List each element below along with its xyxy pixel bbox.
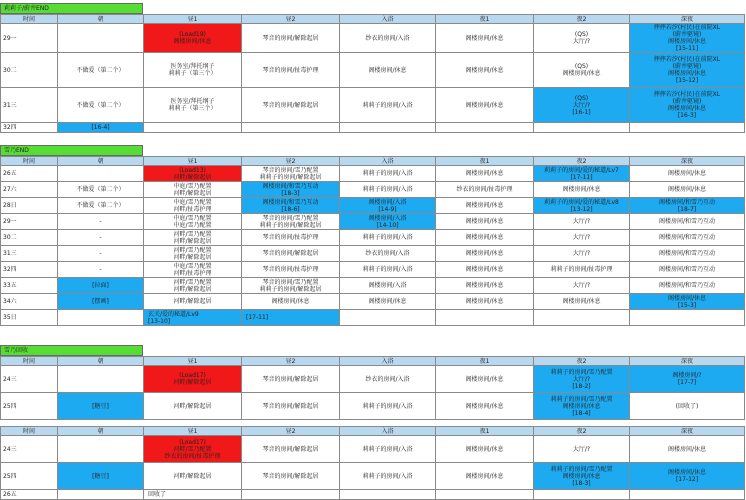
column-header-night1: 夜1	[436, 357, 534, 366]
schedule-cell-noon2[interactable]: 琴音的房间/雪乃配置 莉莉子的房间/解除起居	[242, 166, 340, 182]
schedule-cell-bath[interactable]	[340, 123, 436, 133]
schedule-cell-bath[interactable]: 莉莉子的房间/入浴	[340, 262, 436, 278]
schedule-cell-midnight[interactable]	[630, 490, 745, 500]
schedule-cell-morning[interactable]	[58, 436, 144, 463]
schedule-cell-night2[interactable]	[534, 490, 630, 500]
schedule-cell-noon2[interactable]: 琴音的房间/解除起居	[242, 463, 340, 490]
schedule-cell-noon1[interactable]: 河畔/解除起居	[144, 463, 242, 490]
schedule-cell-night1[interactable]: 阁楼房间/休息	[436, 262, 534, 278]
table-row	[1, 436, 745, 463]
schedule-cell-midnight[interactable]: 摔摔若汐(村民)在前院XL (蔚井驱镜) 阁楼房间/休息 [16-3]	[630, 88, 745, 123]
schedule-cell-night2[interactable]: (QS) 大厅/? [16-1]	[534, 88, 630, 123]
schedule-cell-noon2[interactable]: 琴音的房间/解除起居	[242, 24, 340, 53]
schedule-cell-morning[interactable]: -	[58, 230, 144, 246]
table-row	[1, 88, 745, 123]
schedule-cell-bath[interactable]: 纱衣的房间/入浴	[340, 366, 436, 393]
schedule-cell-night1[interactable]: 阁楼房间/休息	[436, 393, 534, 420]
header-row	[1, 427, 745, 436]
schedule-cell-morning[interactable]: [糖豆]	[58, 393, 144, 420]
column-header-morning: 朝	[58, 427, 144, 436]
schedule-cell-midnight[interactable]: 阁楼房间/休息	[630, 166, 745, 182]
schedule-cell-night2[interactable]: 大厅/?	[534, 436, 630, 463]
day-cell[interactable]: 24三	[1, 436, 58, 463]
schedule-cell-midnight[interactable]: 阁楼房间/和雪乃互动 [18-7]	[630, 198, 745, 214]
column-header-time: 时间	[1, 357, 58, 366]
schedule-cell-noon2[interactable]: 琴音的房间/雪乃配置 莉莉子的房间/解除起居	[242, 278, 340, 294]
table-row	[1, 182, 745, 198]
column-header-morning: 朝	[58, 157, 144, 166]
schedule-cell-bath[interactable]: 纱衣的房间/入浴	[340, 24, 436, 53]
table-row	[1, 294, 745, 310]
schedule-cell-night1[interactable]: 阁楼房间/休息	[436, 198, 534, 214]
day-cell[interactable]: 24三	[1, 366, 58, 393]
schedule-cell-bath[interactable]: 莉莉子的房间/入浴	[340, 393, 436, 420]
schedule-cell-morning[interactable]: -	[58, 262, 144, 278]
column-header-bath: 入浴	[340, 357, 436, 366]
schedule-table	[0, 426, 745, 500]
table-row	[1, 393, 745, 420]
schedule-cell-noon2[interactable]: 琴音的房间/解除起居	[242, 436, 340, 463]
schedule-cell-noon1[interactable]: 中庭/雪乃配置 河畔/解除起居	[144, 182, 242, 198]
schedule-cell-morning[interactable]: -	[58, 246, 144, 262]
schedule-table	[0, 156, 745, 326]
day-cell[interactable]: 31三	[1, 88, 58, 123]
schedule-cell-night1[interactable]: 阁楼房间/休息	[436, 246, 534, 262]
schedule-cell-night2[interactable]: 大厅/?	[534, 246, 630, 262]
schedule-cell-noon2[interactable]: 琴音的房间/解除起居	[242, 246, 340, 262]
header-row	[1, 157, 745, 166]
column-header-night2: 夜2	[534, 357, 630, 366]
schedule-cell-midnight[interactable]: 阁楼房间/和雪乃互动	[630, 230, 745, 246]
schedule-cell-midnight[interactable]: 阁楼房间/? [17-7]	[630, 366, 745, 393]
schedule-cell-bath[interactable]: 阁楼房间/休息	[340, 53, 436, 88]
table-row	[1, 262, 745, 278]
day-cell[interactable]: 25四	[1, 463, 58, 490]
schedule-cell-night1[interactable]	[436, 310, 534, 326]
table-row	[1, 166, 745, 182]
column-header-noon2: 昼2	[242, 157, 340, 166]
schedule-cell-morning[interactable]: 不做爱（第二个）	[58, 53, 144, 88]
schedule-cell-night2[interactable]	[534, 310, 630, 326]
schedule-cell-bath[interactable]	[340, 310, 436, 326]
schedule-cell-noon2[interactable]: 阁楼房间/休息	[242, 294, 340, 310]
day-cell[interactable]: 29一	[1, 24, 58, 53]
column-header-midnight: 深夜	[630, 427, 745, 436]
schedule-cell-morning[interactable]: 不做爱（第二个）	[58, 88, 144, 123]
table-row	[1, 230, 745, 246]
schedule-cell-night1[interactable]: 阁楼房间/休息	[436, 366, 534, 393]
schedule-cell-noon2[interactable]: 琴音的房间/解除起居	[242, 366, 340, 393]
schedule-cell-morning[interactable]	[58, 166, 144, 182]
schedule-cell-midnight[interactable]: 阁楼房间/休息	[630, 436, 745, 463]
schedule-cell-noon1[interactable]: 医务室/拜托纲子 莉莉子（第三个）	[144, 53, 242, 88]
schedule-cell-noon2[interactable]: 琴音的房间/解除起居	[242, 88, 340, 123]
column-header-noon1: 昼1	[144, 157, 242, 166]
column-header-night2: 夜2	[534, 427, 630, 436]
table-row	[1, 53, 745, 88]
schedule-cell-night2[interactable]: 阁楼房间/休息	[534, 182, 630, 198]
day-cell[interactable]: 29一	[1, 214, 58, 230]
section-title: 莉莉子/蔚井END	[0, 3, 143, 14]
schedule-cell-noon1[interactable]: 中庭/雪乃配置 河畔/扯毒护理	[144, 262, 242, 278]
schedule-cell-noon2[interactable]: [17-11]	[242, 310, 340, 326]
schedule-cell-noon1[interactable]: 玄关/爱的秘道/Lv9 [13-10]	[144, 310, 242, 326]
day-cell[interactable]: 25四	[1, 393, 58, 420]
schedule-cell-morning[interactable]: 不做爱（第二个）	[58, 182, 144, 198]
schedule-cell-midnight[interactable]: (回收了)	[630, 393, 745, 420]
schedule-cell-morning[interactable]: [糖豆]	[58, 463, 144, 490]
schedule-cell-noon1[interactable]: (Load19) 阁楼房间/休息	[144, 24, 242, 53]
header-row	[1, 15, 745, 24]
schedule-cell-noon2[interactable]: 阁楼房间/和雪乃互动 [18-6]	[242, 198, 340, 214]
schedule-cell-noon1[interactable]: 河畔/解除起居	[144, 294, 242, 310]
schedule-cell-midnight[interactable]: 摔摔若汐(村民)在前院XL (蔚井驱镜) 阁楼房间/休息 [15-11]	[630, 24, 745, 53]
day-cell[interactable]: 26五	[1, 166, 58, 182]
schedule-cell-bath[interactable]	[340, 490, 436, 500]
column-header-midnight: 深夜	[630, 15, 745, 24]
schedule-cell-bath[interactable]: 莉莉子的房间/入浴	[340, 230, 436, 246]
day-cell[interactable]: 32四	[1, 123, 58, 133]
table-row	[1, 310, 745, 326]
schedule-cell-bath[interactable]: 阁楼房间/入浴 [14-9]	[340, 198, 436, 214]
day-cell[interactable]: 30二	[1, 53, 58, 88]
column-header-time: 时间	[1, 427, 58, 436]
schedule-cell-night2[interactable]: 大厅/?	[534, 214, 630, 230]
schedule-cell-bath[interactable]: 莉莉子的房间/入浴	[340, 166, 436, 182]
schedule-cell-night2[interactable]: 莉莉子的房间/爱的秘道/Lv7 [17-11]	[534, 166, 630, 182]
schedule-cell-night1[interactable]: 阁楼房间/休息	[436, 436, 534, 463]
schedule-cell-night2[interactable]: 大厅/?	[534, 230, 630, 246]
day-cell[interactable]: 33五	[1, 278, 58, 294]
schedule-cell-bath[interactable]: 莉莉子的房间/入浴	[340, 182, 436, 198]
schedule-cell-noon2[interactable]: 阁楼房间/和雪乃互动 [18-3]	[242, 182, 340, 198]
column-header-morning: 朝	[58, 357, 144, 366]
schedule-cell-night1[interactable]: 纱衣的房间/扯毒护理	[436, 182, 534, 198]
schedule-cell-morning[interactable]	[58, 24, 144, 53]
column-header-noon1: 昼1	[144, 357, 242, 366]
schedule-cell-bath[interactable]: 纱衣的房间/入浴	[340, 246, 436, 262]
schedule-cell-noon1[interactable]: 河畔/雪乃配置 河畔/解除起居	[144, 278, 242, 294]
schedule-cell-morning[interactable]: -	[58, 214, 144, 230]
column-header-bath: 入浴	[340, 427, 436, 436]
schedule-cell-bath[interactable]: 莉莉子的房间/入浴	[340, 463, 436, 490]
column-header-midnight: 深夜	[630, 357, 745, 366]
column-header-noon1: 昼1	[144, 427, 242, 436]
column-header-noon2: 昼2	[242, 357, 340, 366]
schedule-cell-night1[interactable]: 阁楼房间/休息	[436, 53, 534, 88]
schedule-cell-bath[interactable]: 阁楼房间/入浴	[340, 278, 436, 294]
schedule-cell-noon2[interactable]: 琴音的房间/雪乃配置 莉莉子的房间/解除起居	[242, 214, 340, 230]
schedule-cell-noon2[interactable]: 琴音的房间/扯毒护理	[242, 53, 340, 88]
table-row	[1, 198, 745, 214]
schedule-cell-morning[interactable]	[58, 490, 144, 500]
column-header-noon1: 昼1	[144, 15, 242, 24]
column-header-midnight: 深夜	[630, 157, 745, 166]
schedule-cell-morning[interactable]	[58, 366, 144, 393]
schedule-cell-noon2[interactable]: 琴音的房间/扯毒护理	[242, 230, 340, 246]
schedule-cell-noon1[interactable]: (Load17) 河畔/解除起居	[144, 366, 242, 393]
schedule-cell-midnight[interactable]: 阁楼房间/和雪乃互动	[630, 214, 745, 230]
schedule-cell-night1[interactable]: 阁楼房间/休息	[436, 24, 534, 53]
table-row	[1, 490, 745, 500]
schedule-cell-morning[interactable]	[58, 310, 144, 326]
schedule-cell-noon1[interactable]: 回收了	[144, 490, 242, 500]
day-cell[interactable]: 28日	[1, 198, 58, 214]
column-header-noon2: 昼2	[242, 427, 340, 436]
schedule-cell-bath[interactable]: 莉莉子的房间/入浴	[340, 436, 436, 463]
schedule-cell-noon2[interactable]	[242, 490, 340, 500]
schedule-cell-midnight[interactable]: 阁楼房间/和雪乃互动	[630, 278, 745, 294]
schedule-cell-night2[interactable]: (QS) 阁楼房间/休息	[534, 53, 630, 88]
table-row	[1, 463, 745, 490]
table-row	[1, 214, 745, 230]
schedule-cell-night1[interactable]: 阁楼房间/休息	[436, 88, 534, 123]
schedule-cell-bath[interactable]: 阁楼房间/休息	[340, 294, 436, 310]
day-cell[interactable]: 34六	[1, 294, 58, 310]
schedule-cell-night2[interactable]: 莉莉子的房间/雪乃配置 阁楼房间/休息 [18-3]	[534, 463, 630, 490]
schedule-cell-noon1[interactable]	[144, 123, 242, 133]
section-title: 雪乃回收	[0, 345, 143, 356]
schedule-cell-midnight[interactable]: 阁楼房间/休息 [15-3]	[630, 294, 745, 310]
table-row	[1, 24, 745, 53]
schedule-cell-midnight[interactable]: 阁楼房间/和雪乃互动	[630, 246, 745, 262]
schedule-cell-noon2[interactable]	[242, 123, 340, 133]
column-header-time: 时间	[1, 157, 58, 166]
table-row	[1, 246, 745, 262]
column-header-bath: 入浴	[340, 15, 436, 24]
schedule-cell-night1[interactable]: 阁楼房间/休息	[436, 230, 534, 246]
schedule-cell-night1[interactable]: 阁楼房间/休息	[436, 294, 534, 310]
schedule-table	[0, 356, 745, 420]
schedule-cell-midnight[interactable]: 阁楼房间/和雪乃互动	[630, 262, 745, 278]
column-header-night2: 夜2	[534, 157, 630, 166]
column-header-bath: 入浴	[340, 157, 436, 166]
schedule-cell-noon1[interactable]: 中庭/雪乃配置 中庭/雪乃配置	[144, 214, 242, 230]
column-header-morning: 朝	[58, 15, 144, 24]
schedule-cell-night2[interactable]: 阁楼房间/休息	[534, 294, 630, 310]
day-cell[interactable]: 30二	[1, 230, 58, 246]
schedule-table	[0, 14, 745, 133]
schedule-cell-night2[interactable]: (QS) 大厅/?	[534, 24, 630, 53]
schedule-cell-noon1[interactable]: 河畔/雪乃配置 河畔/解除起居	[144, 246, 242, 262]
schedule-cell-night1[interactable]	[436, 490, 534, 500]
schedule-cell-midnight[interactable]	[630, 123, 745, 133]
schedule-cell-morning[interactable]: [摆画]	[58, 294, 144, 310]
schedule-cell-night1[interactable]	[436, 123, 534, 133]
schedule-cell-midnight[interactable]: 阁楼房间/休息 [17-12]	[630, 463, 745, 490]
schedule-cell-noon1[interactable]: 医务室/拜托纲子 莉莉子（第三个）	[144, 88, 242, 123]
section-title: 雪乃END	[0, 145, 143, 156]
day-cell[interactable]: 31三	[1, 246, 58, 262]
schedule-cell-midnight[interactable]: 阁楼房间/休息	[630, 182, 745, 198]
schedule-cell-night2[interactable]: 莉莉子的房间/雪乃配置 大厅/? [18-2]	[534, 366, 630, 393]
schedule-cell-midnight[interactable]	[630, 310, 745, 326]
schedule-cell-night1[interactable]: 阁楼房间/休息	[436, 278, 534, 294]
schedule-cell-night2[interactable]: 大厅/?	[534, 278, 630, 294]
column-header-night1: 夜1	[436, 427, 534, 436]
schedule-cell-morning[interactable]: [16-4]	[58, 123, 144, 133]
table-row	[1, 366, 745, 393]
schedule-cell-noon1[interactable]: 河畔/解除起居	[144, 393, 242, 420]
schedule-cell-noon2[interactable]: 琴音的房间/解除起居	[242, 393, 340, 420]
schedule-cell-morning[interactable]: 不做爱（第二个）	[58, 198, 144, 214]
column-header-night1: 夜1	[436, 15, 534, 24]
column-header-night2: 夜2	[534, 15, 630, 24]
column-header-time: 时间	[1, 15, 58, 24]
schedule-cell-noon1[interactable]: 中庭/雪乃配置 河畔/扯毒护理	[144, 198, 242, 214]
day-cell[interactable]: 35日	[1, 310, 58, 326]
schedule-cell-night2[interactable]: 莉莉子的房间/扯毒护理	[534, 262, 630, 278]
day-cell[interactable]: 27六	[1, 182, 58, 198]
schedule-cell-midnight[interactable]: 摔摔若汐(村民)在前院XL (蔚井驱镜) 阁楼房间/休息 [15-12]	[630, 53, 745, 88]
table-row	[1, 278, 745, 294]
schedule-cell-bath[interactable]: 阁楼房间/入浴 [14-10]	[340, 214, 436, 230]
schedule-cell-night1[interactable]: 阁楼房间/休息	[436, 214, 534, 230]
day-cell[interactable]: 26五	[1, 490, 58, 500]
schedule-cell-noon1[interactable]: (Load13) 河畔/解除起居	[144, 166, 242, 182]
header-row	[1, 357, 745, 366]
column-header-noon2: 昼2	[242, 15, 340, 24]
schedule-cell-night2[interactable]: 莉莉子的房间/雪乃配置 阁楼房间/休息 [18-4]	[534, 393, 630, 420]
table-row	[1, 123, 745, 133]
schedule-cell-night2[interactable]	[534, 123, 630, 133]
schedule-cell-bath[interactable]: 莉莉子的房间/入浴	[340, 88, 436, 123]
schedule-cell-noon1[interactable]: 河畔/雪乃配置 河畔/解除起居	[144, 230, 242, 246]
schedule-cell-noon2[interactable]: 琴音的房间/扯毒护理	[242, 262, 340, 278]
schedule-cell-night2[interactable]: 莉莉子的房间/爱的秘道/Lv8 [13-12]	[534, 198, 630, 214]
schedule-cell-night1[interactable]: 阁楼房间/休息	[436, 166, 534, 182]
schedule-cell-night1[interactable]: 阁楼房间/休息	[436, 463, 534, 490]
column-header-night1: 夜1	[436, 157, 534, 166]
schedule-cell-morning[interactable]: [拉面]	[58, 278, 144, 294]
schedule-cell-noon1[interactable]: (Load17) 河畔/雪乃配置 纱衣的房间/扯毒护理	[144, 436, 242, 463]
day-cell[interactable]: 32四	[1, 262, 58, 278]
